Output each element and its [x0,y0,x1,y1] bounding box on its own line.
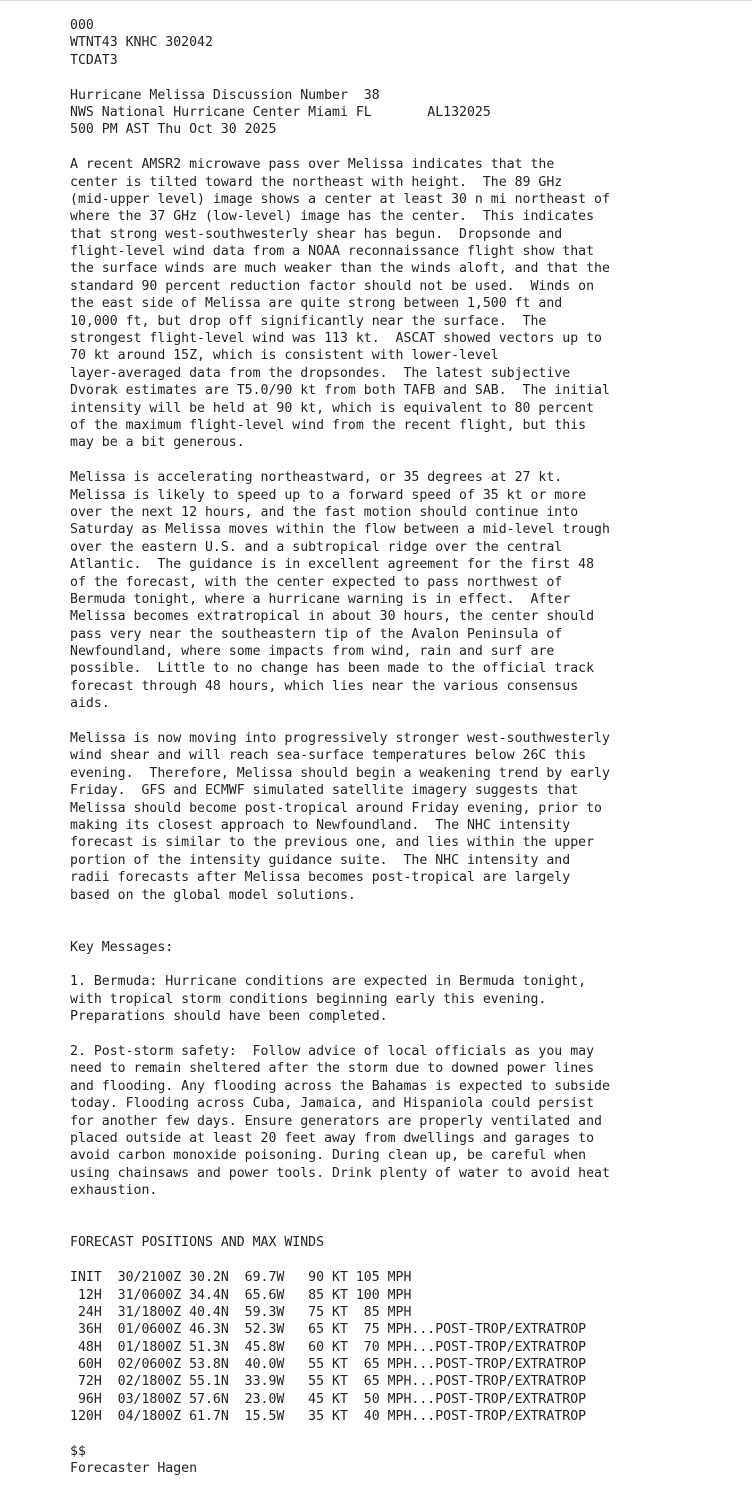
paragraph-line: strongest flight-level wind was 113 kt. ASCAT showed vectors up to [70,331,602,347]
forecast-row: 96H 03/1800Z 57.6N 23.0W 45 KT 50 MPH...POST-TROP/EXTRATROP [70,1391,587,1407]
end-marker: $$ [70,1444,86,1460]
issuing-office: NWS National Hurricane Center Miami FL AL132025 [70,104,491,120]
key-message-line: and flooding. Any flooding across the Bahamas is expected to subside [70,1078,610,1094]
issue-time: 500 PM AST Thu Oct 30 2025 [70,122,277,138]
paragraph-line: layer-averaged data from the dropsondes. The latest subjective [70,365,571,381]
forecast-row: 72H 02/1800Z 55.1N 33.9W 55 KT 65 MPH...POST-TROP/EXTRATROP [70,1374,587,1390]
key-messages-heading: Key Messages: [70,939,174,955]
paragraph-line: based on the global model solutions. [70,887,356,903]
paragraph-line: Melissa is accelerating northeastward, or 35 degrees at 27 kt. [70,470,563,486]
header-line: TCDAT3 [70,52,118,68]
key-message-line: need to remain sheltered after the storm due to downed power lines [70,1061,595,1077]
blank-line [70,452,610,469]
key-message-line: 2. Post-storm safety: Follow advice of local officials as you may [70,1044,595,1060]
key-message-line: with tropical storm conditions beginning early this evening. [70,991,547,1007]
paragraph-line: pass very near the southeastern tip of the Avalon Peninsula of [70,626,563,642]
paragraph-line: standard 90 percent reduction factor should not be used. Winds on [70,278,595,294]
paragraph-line: 70 kt around 15Z, which is consistent with lower-level [70,348,499,364]
blank-line [70,904,610,921]
blank-line [70,69,610,86]
paragraph-line: over the eastern U.S. and a subtropical ridge over the central [70,539,563,555]
paragraph-line: possible. Little to no change has been made to the official track [70,661,595,677]
blank-line [70,139,610,156]
paragraph-line: wind shear and will reach sea-surface temperatures below 26C this [70,748,587,764]
forecast-row: INIT 30/2100Z 30.2N 69.7W 90 KT 105 MPH [70,1270,412,1286]
blank-line [70,1426,610,1443]
paragraph-line: radii forecasts after Melissa becomes post-tropical are largely [70,870,571,886]
blank-line [70,713,610,730]
paragraph-line: portion of the intensity guidance suite. The NHC intensity and [70,852,571,868]
paragraph-line: Dvorak estimates are T5.0/90 kt from both TAFB and SAB. The initial [70,383,610,399]
paragraph-line: may be a bit generous. [70,435,245,451]
paragraph-line: Melissa is now moving into progressively stronger west-southwesterly [70,731,610,747]
paragraph-line: Saturday as Melissa moves within the flow between a mid-level trough [70,522,610,538]
forecast-row: 12H 31/0600Z 34.4N 65.6W 85 KT 100 MPH [70,1287,412,1303]
paragraph-line: (mid-upper level) image shows a center at least 30 n mi northeast of [70,191,610,207]
forecast-row: 120H 04/1800Z 61.7N 15.5W 35 KT 40 MPH...POST-TROP/EXTRATROP [70,1409,587,1425]
paragraph-line: intensity will be held at 90 kt, which is equivalent to 80 percent [70,400,595,416]
blank-line [70,1026,610,1043]
paragraph-line: of the maximum flight-level wind from the recent flight, but this [70,417,587,433]
paragraph-line: Newfoundland, where some impacts from wind, rain and surf are [70,644,555,660]
paragraph-line: A recent AMSR2 microwave pass over Melissa indicates that the [70,157,555,173]
blank-line [70,921,610,938]
forecast-row: 60H 02/0600Z 53.8N 40.0W 55 KT 65 MPH...POST-TROP/EXTRATROP [70,1357,587,1373]
paragraph-line: that strong west-southwesterly shear has begun. Dropsonde and [70,226,563,242]
key-message-line: for another few days. Ensure generators are properly ventilated and [70,1113,602,1129]
paragraph-line: Melissa should become post-tropical around Friday evening, prior to [70,800,602,816]
blank-line [70,956,610,973]
paragraph-line: the east side of Melissa are quite strong between 1,500 ft and [70,296,563,312]
discussion-text [70,17,610,1478]
paragraph-line: forecast through 48 hours, which lies near the various consensus [70,678,579,694]
paragraph-line: aids. [70,696,110,712]
forecast-row: 24H 31/1800Z 40.4N 59.3W 75 KT 85 MPH [70,1304,412,1320]
key-message-line: exhaustion. [70,1183,158,1199]
forecaster-name: Forecaster Hagen [70,1461,198,1477]
paragraph-line: Bermuda tonight, where a hurricane warning is in effect. After [70,591,571,607]
paragraph-line: forecast is similar to the previous one, and lies within the upper [70,835,595,851]
paragraph-line: Melissa is likely to speed up to a forward speed of 35 kt or more [70,487,587,503]
paragraph-line: making its closest approach to Newfoundland. The NHC intensity [70,817,571,833]
key-message-line: Preparations should have been completed. [70,1009,388,1025]
forecast-heading: FORECAST POSITIONS AND MAX WINDS [70,1235,325,1251]
forecast-row: 36H 01/0600Z 46.3N 52.3W 65 KT 75 MPH...POST-TROP/EXTRATROP [70,1322,587,1338]
blank-line [70,1252,610,1269]
key-message-line: 1. Bermuda: Hurricane conditions are expected in Bermuda tonight, [70,974,587,990]
blank-line [70,1217,610,1234]
key-message-line: using chainsaws and power tools. Drink plenty of water to avoid heat [70,1165,610,1181]
header-line: WTNT43 KNHC 302042 [70,35,213,51]
paragraph-line: flight-level wind data from a NOAA reconnaissance flight show that [70,244,595,260]
paragraph-line: where the 37 GHz (low-level) image has the center. This indicates [70,209,595,225]
paragraph-line: the surface winds are much weaker than the winds aloft, and that the [70,261,610,277]
header-line: 000 [70,18,94,33]
paragraph-line: evening. Therefore, Melissa should begin a weakening trend by early [70,765,610,781]
key-message-line: today. Flooding across Cuba, Jamaica, and Hispaniola could persist [70,1096,595,1112]
paragraph-line: Melissa becomes extratropical in about 30 hours, the center should [70,609,595,625]
key-message-line: avoid carbon monoxide poisoning. During clean up, be careful when [70,1148,587,1164]
paragraph-line: over the next 12 hours, and the fast motion should continue into [70,504,579,520]
paragraph-line: center is tilted toward the northeast with height. The 89 GHz [70,174,563,190]
paragraph-line: Friday. GFS and ECMWF simulated satellite imagery suggests that [70,783,579,799]
paragraph-line: 10,000 ft, but drop off significantly near the surface. The [70,313,547,329]
blank-line [70,1200,610,1217]
key-message-line: placed outside at least 20 feet away from dwellings and garages to [70,1131,595,1146]
discussion-title: Hurricane Melissa Discussion Number 38 [70,87,380,103]
forecast-row: 48H 01/1800Z 51.3N 45.8W 60 KT 70 MPH...POST-TROP/EXTRATROP [70,1339,587,1355]
paragraph-line: Atlantic. The guidance is in excellent agreement for the first 48 [70,557,595,573]
paragraph-line: of the forecast, with the center expected to pass northwest of [70,574,563,590]
